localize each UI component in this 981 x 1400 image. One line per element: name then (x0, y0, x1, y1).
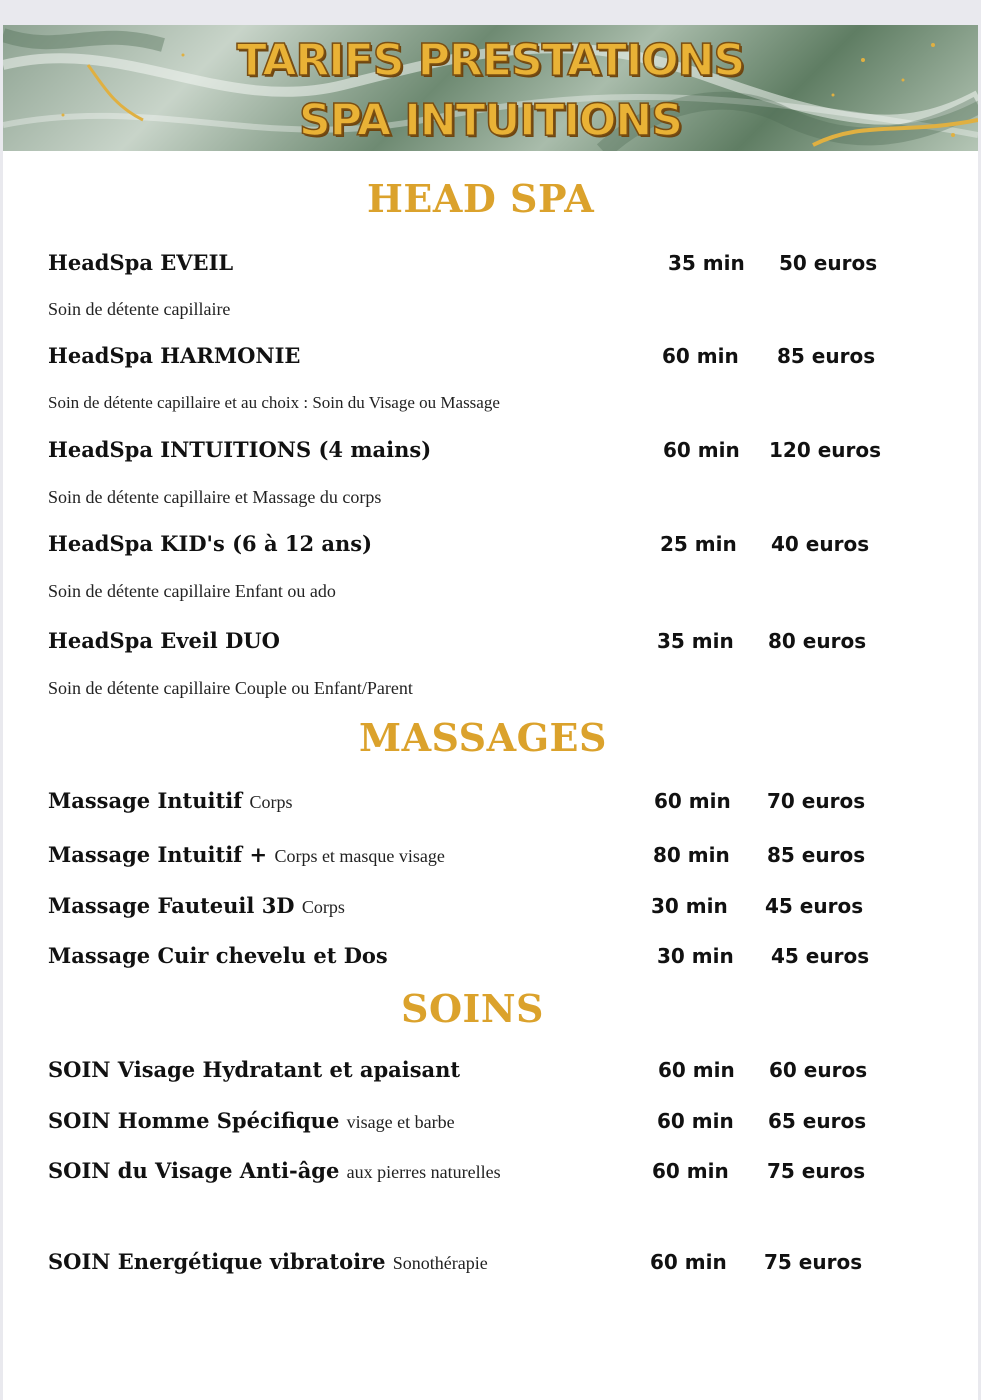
service-duration: 30 min (651, 894, 728, 918)
service-name (48, 891, 345, 922)
service-duration: 60 min (652, 1159, 729, 1183)
service-duration: 60 min (658, 1058, 735, 1082)
service-name: SOIN Visage Hydratant et apaisant (48, 1057, 461, 1082)
service-row (48, 341, 948, 371)
service-name-text: Massage Intuitif (48, 788, 243, 813)
service-row (48, 1106, 948, 1136)
service-detail: Corps et masque visage (274, 846, 445, 866)
service-row (48, 941, 948, 971)
service-detail: Sonothérapie (392, 1253, 488, 1273)
service-name (48, 840, 445, 871)
service-row (48, 786, 948, 816)
service-detail: aux pierres naturelles (346, 1162, 501, 1182)
service-price: 60 euros (769, 1058, 868, 1082)
service-row (48, 891, 948, 921)
service-duration: 60 min (663, 438, 740, 462)
service-duration: 60 min (662, 344, 739, 368)
service-name-text: Massage Intuitif + (48, 842, 268, 867)
service-price: 80 euros (768, 629, 867, 653)
service-row (48, 1156, 948, 1186)
service-description: Soin de détente capillaire et Massage du corps (48, 487, 382, 507)
service-detail: Corps (301, 897, 345, 917)
service-name-text: SOIN du Visage Anti-âge (48, 1158, 340, 1183)
service-detail: visage et barbe (346, 1112, 455, 1132)
service-name: HeadSpa KID's (6 à 12 ans) (48, 531, 373, 556)
service-name (48, 1156, 501, 1187)
service-name: HeadSpa EVEIL (48, 250, 234, 275)
service-description: Soin de détente capillaire et au choix : Soin du Visage ou Massage (48, 393, 500, 412)
price-sheet (3, 25, 978, 1400)
service-price: 65 euros (768, 1109, 867, 1133)
service-name (48, 1106, 455, 1137)
service-row (48, 248, 948, 278)
service-detail: Corps (249, 792, 293, 812)
service-price: 50 euros (779, 251, 878, 275)
service-row (48, 1055, 948, 1085)
service-duration: 30 min (657, 944, 734, 968)
service-duration: 80 min (653, 843, 730, 867)
service-duration: 35 min (657, 629, 734, 653)
service-price: 75 euros (764, 1250, 863, 1274)
service-description: Soin de détente capillaire Enfant ou ado (48, 581, 336, 601)
service-duration: 60 min (650, 1250, 727, 1274)
service-name-text: SOIN Homme Spécifique (48, 1108, 340, 1133)
header-title-line1: TARIFS PRESTATIONS (236, 35, 745, 86)
service-name (48, 1247, 488, 1278)
service-description: Soin de détente capillaire (48, 299, 231, 319)
service-duration: 60 min (654, 789, 731, 813)
service-price: 40 euros (771, 532, 870, 556)
header-title-line2: SPA INTUITIONS (299, 95, 682, 146)
service-row (48, 1247, 948, 1277)
service-name-text: SOIN Energétique vibratoire (48, 1249, 386, 1274)
service-row (48, 626, 948, 656)
service-name: HeadSpa INTUITIONS (4 mains) (48, 437, 432, 462)
service-description: Soin de détente capillaire Couple ou Enfant/Parent (48, 678, 413, 698)
service-name: Massage Cuir chevelu et Dos (48, 943, 388, 968)
service-duration: 25 min (660, 532, 737, 556)
service-row (48, 435, 948, 465)
service-row (48, 840, 948, 870)
service-price: 75 euros (767, 1159, 866, 1183)
service-price: 85 euros (777, 344, 876, 368)
section-title-soins: SOINS (401, 986, 544, 1031)
service-name: HeadSpa Eveil DUO (48, 628, 280, 653)
service-name-text: Massage Fauteuil 3D (48, 893, 295, 918)
section-title-massages: MASSAGES (359, 715, 607, 760)
service-duration: 60 min (657, 1109, 734, 1133)
header-banner (3, 25, 978, 151)
service-name: HeadSpa HARMONIE (48, 343, 301, 368)
section-title-head-spa: HEAD SPA (367, 176, 595, 221)
service-price: 85 euros (767, 843, 866, 867)
service-price: 45 euros (765, 894, 864, 918)
service-duration: 35 min (668, 251, 745, 275)
service-price: 120 euros (769, 438, 882, 462)
service-name (48, 786, 293, 817)
service-row (48, 529, 948, 559)
service-price: 45 euros (771, 944, 870, 968)
service-price: 70 euros (767, 789, 866, 813)
